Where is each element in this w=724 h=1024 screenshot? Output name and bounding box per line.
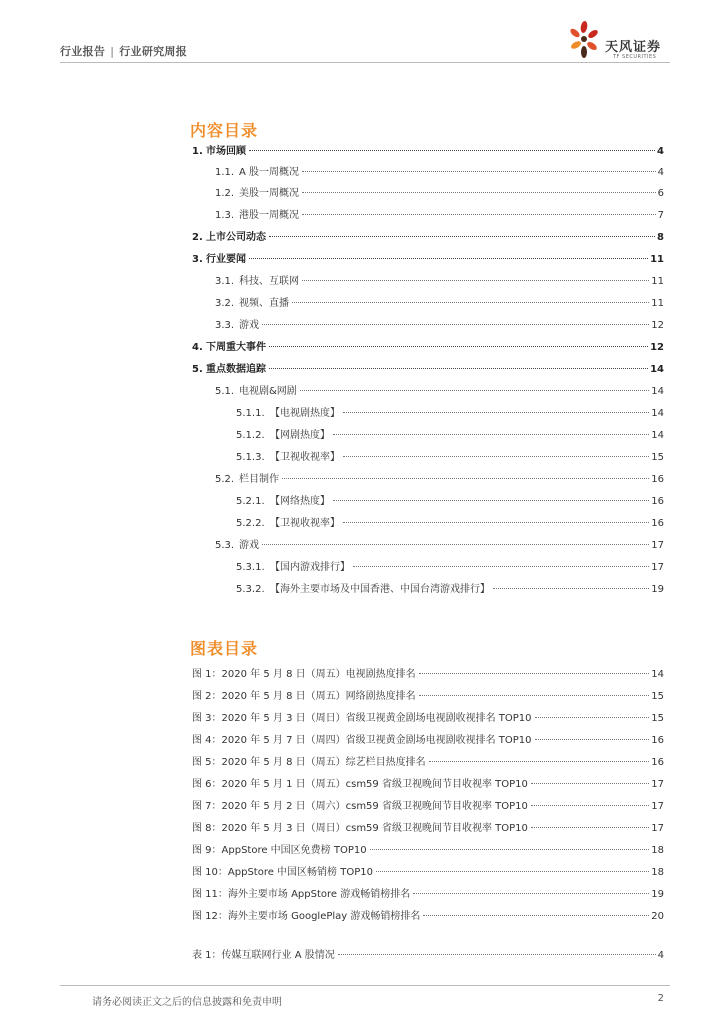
figure-leader-dots bbox=[535, 739, 650, 740]
footer-disclaimer: 请务必阅读正文之后的信息披露和免责申明 bbox=[92, 997, 282, 1008]
toc-entry-text: 美股一周概况 bbox=[239, 188, 299, 199]
toc-entry-number: 1.1. bbox=[215, 167, 235, 178]
figure-leader-dots bbox=[531, 783, 649, 784]
toc-entry-page: 11 bbox=[651, 298, 664, 309]
toc-entry-number: 5.1.1. bbox=[236, 408, 265, 419]
toc-leader-dots bbox=[343, 456, 649, 457]
toc-entry-text: 电视剧&网剧 bbox=[239, 386, 297, 397]
figure-entry[interactable] bbox=[192, 734, 664, 748]
figure-entry-text: 图 3：2020 年 5 月 3 日（周日）省级卫视黄金剧场电视剧收视排名 TOP10 bbox=[192, 713, 532, 724]
toc-leader-dots bbox=[262, 324, 649, 325]
toc-leader-dots bbox=[269, 368, 648, 369]
figure-leader-dots bbox=[419, 695, 650, 696]
figure-entry-text: 图 5：2020 年 5 月 8 日（周五）综艺栏目热度排名 bbox=[192, 757, 426, 768]
toc-leader-dots bbox=[292, 302, 649, 303]
toc-entry-text: 下周重大事件 bbox=[206, 342, 266, 353]
figure-entry-page: 19 bbox=[651, 889, 664, 900]
logo-name: 天风证券 bbox=[605, 40, 662, 55]
figure-entry[interactable] bbox=[192, 910, 664, 924]
figure-entry-page: 18 bbox=[651, 867, 664, 878]
figure-entry-text: 图 7：2020 年 5 月 2 日（周六）csm59 省级卫视晚间节目收视率 TOP10 bbox=[192, 801, 528, 812]
table-entry-page: 4 bbox=[657, 950, 664, 961]
toc-entry-page: 16 bbox=[651, 474, 664, 485]
toc-entry-text: 【国内游戏排行】 bbox=[270, 562, 350, 573]
toc-entry-text: 上市公司动态 bbox=[206, 232, 266, 243]
toc-entry-page: 4 bbox=[657, 146, 664, 157]
company-logo bbox=[563, 14, 683, 64]
figure-entry-page: 15 bbox=[651, 713, 664, 724]
toc-entry-number: 5.2.2. bbox=[236, 518, 265, 529]
figure-leader-dots bbox=[531, 827, 649, 828]
figure-entry[interactable] bbox=[192, 778, 664, 792]
page-number: 2 bbox=[657, 993, 664, 1004]
figure-entry[interactable] bbox=[192, 690, 664, 704]
toc-entry[interactable] bbox=[236, 451, 664, 465]
toc-entry-number: 5.3. bbox=[215, 540, 235, 551]
toc-entry-page: 14 bbox=[651, 408, 664, 419]
toc-leader-dots bbox=[343, 522, 649, 523]
header-separator: | bbox=[110, 45, 115, 58]
toc-entry-text: 游戏 bbox=[239, 320, 259, 331]
toc-entry[interactable] bbox=[192, 341, 664, 355]
toc-entry-number: 2. bbox=[192, 232, 203, 243]
header-category: 行业报告 bbox=[60, 45, 106, 58]
table-leader-dots bbox=[338, 954, 656, 955]
page-header bbox=[0, 0, 724, 70]
figure-entry-text: 图 2：2020 年 5 月 8 日（周五）网络剧热度排名 bbox=[192, 691, 416, 702]
toc-leader-dots bbox=[343, 412, 649, 413]
toc-leader-dots bbox=[333, 500, 649, 501]
figure-entry-text: 图 1：2020 年 5 月 8 日（周五）电视剧热度排名 bbox=[192, 669, 416, 680]
toc-entry-number: 3.3. bbox=[215, 320, 235, 331]
figures-title: 图表目录 bbox=[190, 639, 259, 658]
figure-entry-text: 图 4：2020 年 5 月 7 日（周四）省级卫视黄金剧场电视剧收视排名 TOP10 bbox=[192, 735, 532, 746]
toc-entry[interactable] bbox=[236, 517, 664, 531]
figure-entry-text: 图 11：海外主要市场 AppStore 游戏畅销榜排名 bbox=[192, 889, 411, 900]
toc-entry-text: 行业要闻 bbox=[206, 254, 246, 265]
toc-entry-number: 3. bbox=[192, 254, 203, 265]
toc-entry-page: 4 bbox=[657, 167, 664, 178]
toc-entry-text: 【海外主要市场及中国香港、中国台湾游戏排行】 bbox=[270, 584, 490, 595]
toc-entry[interactable] bbox=[192, 253, 664, 267]
toc-entry-number: 5.3.2. bbox=[236, 584, 265, 595]
toc-entry-text: 市场回顾 bbox=[206, 146, 246, 157]
figure-leader-dots bbox=[531, 805, 649, 806]
toc-entry[interactable] bbox=[236, 561, 664, 575]
toc-entry[interactable] bbox=[236, 495, 664, 509]
figure-entry[interactable] bbox=[192, 668, 664, 682]
figure-entry-text: 图 12：海外主要市场 GooglePlay 游戏畅销榜排名 bbox=[192, 911, 421, 922]
figure-entry[interactable] bbox=[192, 712, 664, 726]
table-entry[interactable] bbox=[192, 949, 664, 963]
flower-logo-icon bbox=[567, 20, 601, 60]
figure-leader-dots bbox=[423, 915, 649, 916]
toc-entry-number: 5.1.3. bbox=[236, 452, 265, 463]
toc-entry[interactable] bbox=[236, 407, 664, 421]
toc-entry-page: 16 bbox=[651, 496, 664, 507]
figure-entry-page: 16 bbox=[651, 757, 664, 768]
toc-entry[interactable] bbox=[215, 297, 664, 311]
toc-entry-number: 5.1.2. bbox=[236, 430, 265, 441]
header-report-type: 行业研究周报 bbox=[119, 45, 188, 58]
toc-entry-text: 视频、直播 bbox=[239, 298, 289, 309]
toc-entry[interactable] bbox=[236, 583, 664, 597]
toc-entry-text: 重点数据追踪 bbox=[206, 364, 266, 375]
figure-entry[interactable] bbox=[192, 800, 664, 814]
toc-entry-number: 4. bbox=[192, 342, 203, 353]
toc-entry[interactable] bbox=[236, 429, 664, 443]
toc-entry[interactable] bbox=[192, 231, 664, 245]
toc-entry-number: 1.2. bbox=[215, 188, 235, 199]
toc-entry[interactable] bbox=[215, 187, 664, 201]
toc-leader-dots bbox=[282, 478, 649, 479]
toc-leader-dots bbox=[302, 171, 656, 172]
toc-entry[interactable] bbox=[215, 385, 664, 399]
toc-leader-dots bbox=[269, 346, 648, 347]
toc-entry-text: 【卫视收视率】 bbox=[270, 452, 340, 463]
toc-leader-dots bbox=[269, 236, 655, 237]
toc-entry-text: A 股一周概况 bbox=[239, 167, 300, 178]
figure-leader-dots bbox=[419, 673, 650, 674]
toc-entry-text: 【网剧热度】 bbox=[270, 430, 330, 441]
toc-leader-dots bbox=[249, 150, 655, 151]
toc-entry-page: 14 bbox=[651, 430, 664, 441]
figure-entry-text: 图 6：2020 年 5 月 1 日（周五）csm59 省级卫视晚间节目收视率 TOP10 bbox=[192, 779, 528, 790]
toc-entry-number: 5.2.1. bbox=[236, 496, 265, 507]
toc-entry[interactable] bbox=[215, 539, 664, 553]
figure-entry-page: 17 bbox=[651, 779, 664, 790]
toc-entry-text: 【电视剧热度】 bbox=[270, 408, 340, 419]
toc-leader-dots bbox=[262, 544, 649, 545]
toc-entry-number: 1.3. bbox=[215, 210, 235, 221]
figure-entry-page: 17 bbox=[651, 823, 664, 834]
toc-entry-text: 【卫视收视率】 bbox=[270, 518, 340, 529]
toc-entry-number: 1. bbox=[192, 146, 203, 157]
toc-entry-number: 3.1. bbox=[215, 276, 235, 287]
toc-entry-number: 5.3.1. bbox=[236, 562, 265, 573]
toc-entry-page: 11 bbox=[650, 254, 664, 265]
figure-entry-page: 14 bbox=[651, 669, 664, 680]
figure-entry[interactable] bbox=[192, 888, 664, 902]
figure-entry-text: 图 8：2020 年 5 月 3 日（周日）csm59 省级卫视晚间节目收视率 TOP10 bbox=[192, 823, 528, 834]
toc-leader-dots bbox=[300, 390, 649, 391]
footer-divider bbox=[60, 985, 670, 986]
figure-entry[interactable] bbox=[192, 822, 664, 836]
figure-entry[interactable] bbox=[192, 756, 664, 770]
figure-leader-dots bbox=[370, 849, 650, 850]
figure-leader-dots bbox=[413, 893, 649, 894]
toc-entry[interactable] bbox=[192, 363, 664, 377]
toc-leader-dots bbox=[302, 192, 656, 193]
toc-entry-number: 3.2. bbox=[215, 298, 235, 309]
toc-entry-page: 12 bbox=[650, 342, 664, 353]
figure-entry-page: 15 bbox=[651, 691, 664, 702]
toc-leader-dots bbox=[302, 214, 656, 215]
toc-entry-text: 【网络热度】 bbox=[270, 496, 330, 507]
toc-entry-page: 16 bbox=[651, 518, 664, 529]
toc-entry-text: 科技、互联网 bbox=[239, 276, 299, 287]
toc-entry-page: 12 bbox=[651, 320, 664, 331]
toc-entry-number: 5.2. bbox=[215, 474, 235, 485]
toc-entry-page: 6 bbox=[657, 188, 664, 199]
toc-entry-text: 栏目制作 bbox=[239, 474, 279, 485]
table-entry-text: 表 1：传媒互联网行业 A 股情况 bbox=[192, 950, 335, 961]
toc-entry-page: 17 bbox=[651, 562, 664, 573]
toc-leader-dots bbox=[302, 280, 649, 281]
toc-leader-dots bbox=[333, 434, 649, 435]
toc-entry-text: 港股一周概况 bbox=[239, 210, 299, 221]
header-breadcrumb bbox=[60, 43, 187, 59]
toc-entry-number: 5.1. bbox=[215, 386, 235, 397]
toc-leader-dots bbox=[249, 258, 648, 259]
logo-english-name: TF SECURITIES bbox=[613, 54, 657, 60]
toc-leader-dots bbox=[353, 566, 649, 567]
figure-entry-page: 16 bbox=[651, 735, 664, 746]
toc-entry[interactable] bbox=[215, 473, 664, 487]
figure-entry-text: 图 10：AppStore 中国区畅销榜 TOP10 bbox=[192, 867, 373, 878]
figure-entry[interactable] bbox=[192, 844, 664, 858]
toc-entry[interactable] bbox=[215, 319, 664, 333]
figure-entry-text: 图 9：AppStore 中国区免费榜 TOP10 bbox=[192, 845, 367, 856]
figure-entry-page: 20 bbox=[651, 911, 664, 922]
figure-entry-page: 17 bbox=[651, 801, 664, 812]
toc-entry-page: 11 bbox=[651, 276, 664, 287]
toc-title: 内容目录 bbox=[190, 121, 259, 140]
toc-entry-page: 19 bbox=[651, 584, 664, 595]
toc-entry-page: 14 bbox=[650, 364, 664, 375]
toc-entry-number: 5. bbox=[192, 364, 203, 375]
header-divider bbox=[60, 62, 670, 63]
toc-entry-page: 7 bbox=[657, 210, 664, 221]
toc-entry[interactable] bbox=[215, 275, 664, 289]
figure-entry[interactable] bbox=[192, 866, 664, 880]
toc-entry[interactable] bbox=[215, 166, 664, 180]
figure-leader-dots bbox=[535, 717, 650, 718]
toc-entry[interactable] bbox=[215, 209, 664, 223]
toc-entry-page: 14 bbox=[651, 386, 664, 397]
toc-entry-page: 8 bbox=[657, 232, 664, 243]
toc-entry-page: 15 bbox=[651, 452, 664, 463]
figure-leader-dots bbox=[376, 871, 649, 872]
figure-entry-page: 18 bbox=[651, 845, 664, 856]
toc-entry[interactable] bbox=[192, 145, 664, 159]
toc-entry-text: 游戏 bbox=[239, 540, 259, 551]
toc-entry-page: 17 bbox=[651, 540, 664, 551]
toc-leader-dots bbox=[493, 588, 649, 589]
figure-leader-dots bbox=[429, 761, 650, 762]
